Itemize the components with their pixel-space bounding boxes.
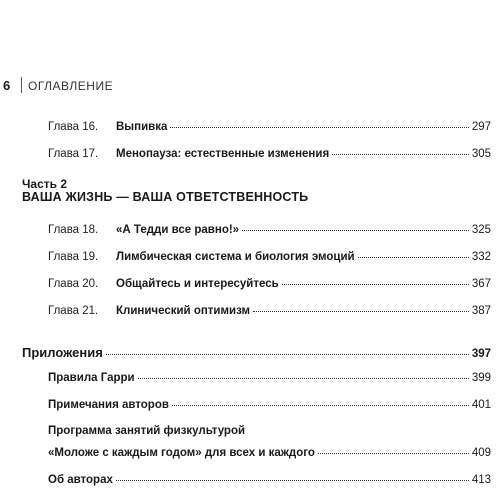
dot-leader	[318, 452, 469, 454]
dot-leader	[116, 479, 469, 481]
chapter-title: Выпивка	[116, 121, 168, 133]
toc-entry-chapter-16[interactable]	[48, 121, 491, 133]
toc-entry-chapter-19[interactable]	[48, 251, 491, 263]
chapter-label: Глава 19.	[48, 251, 99, 263]
appendix-item-page: 399	[471, 372, 491, 384]
dot-leader	[242, 229, 469, 231]
page-number: 6	[3, 78, 11, 93]
dot-leader	[138, 377, 469, 379]
appendix-title: Приложения	[22, 345, 103, 360]
chapter-page: 367	[471, 278, 491, 290]
toc-entry-chapter-20[interactable]	[48, 278, 491, 290]
chapter-title: Лимбическая система и биология эмоций	[116, 251, 355, 263]
toc-entry-appendix-item[interactable]	[48, 399, 491, 411]
chapter-label: Глава 16.	[48, 121, 99, 133]
toc-entry-appendix-item[interactable]	[48, 474, 491, 486]
chapter-page: 297	[471, 121, 491, 133]
part-title: ВАША ЖИЗНЬ — ВАША ОТВЕТСТВЕННОСТЬ	[22, 190, 309, 204]
appendix-item-title: Об авторах	[48, 474, 113, 486]
appendix-item-title: Примечания авторов	[48, 399, 169, 411]
toc-entry-appendix-item[interactable]	[48, 425, 491, 437]
header-divider	[21, 77, 22, 93]
part-label: Часть 2	[22, 177, 68, 191]
chapter-page: 332	[471, 251, 491, 263]
toc-entry-chapter-18[interactable]	[48, 224, 491, 236]
chapter-title: Общайтесь и интересуйтесь	[116, 278, 279, 290]
dot-leader	[358, 256, 469, 258]
header-title: ОГЛАВЛЕНИЕ	[28, 79, 114, 93]
toc-entry-appendix[interactable]	[22, 345, 491, 360]
toc-entry-appendix-item[interactable]	[48, 447, 491, 459]
chapter-title: «А Тедди все равно!»	[116, 224, 240, 236]
appendix-item-title: Правила Гарри	[48, 372, 135, 384]
chapter-page: 305	[471, 148, 491, 160]
appendix-page: 397	[471, 348, 491, 360]
appendix-item-title: Программа занятий физкультурой	[48, 425, 246, 437]
chapter-label: Глава 18.	[48, 224, 99, 236]
toc-entry-chapter-17[interactable]	[48, 148, 491, 160]
chapter-page: 325	[471, 224, 491, 236]
chapter-title: Менопауза: естественные изменения	[116, 148, 330, 160]
appendix-item-page: 413	[471, 474, 491, 486]
chapter-page: 387	[471, 305, 491, 317]
dot-leader	[172, 404, 469, 406]
appendix-item-title: «Моложе с каждым годом» для всех и каждого	[48, 447, 315, 459]
chapter-label: Глава 21.	[48, 305, 99, 317]
chapter-title: Клинический оптимизм	[116, 305, 251, 317]
dot-leader	[282, 283, 469, 285]
appendix-item-page: 401	[471, 399, 491, 411]
dot-leader	[253, 310, 469, 312]
dot-leader	[170, 126, 468, 128]
dot-leader	[106, 353, 469, 355]
chapter-label: Глава 20.	[48, 278, 99, 290]
appendix-item-page: 409	[471, 447, 491, 459]
dot-leader	[332, 153, 469, 155]
toc-entry-chapter-21[interactable]	[48, 305, 491, 317]
toc-entry-appendix-item[interactable]	[48, 372, 491, 384]
chapter-label: Глава 17.	[48, 148, 99, 160]
